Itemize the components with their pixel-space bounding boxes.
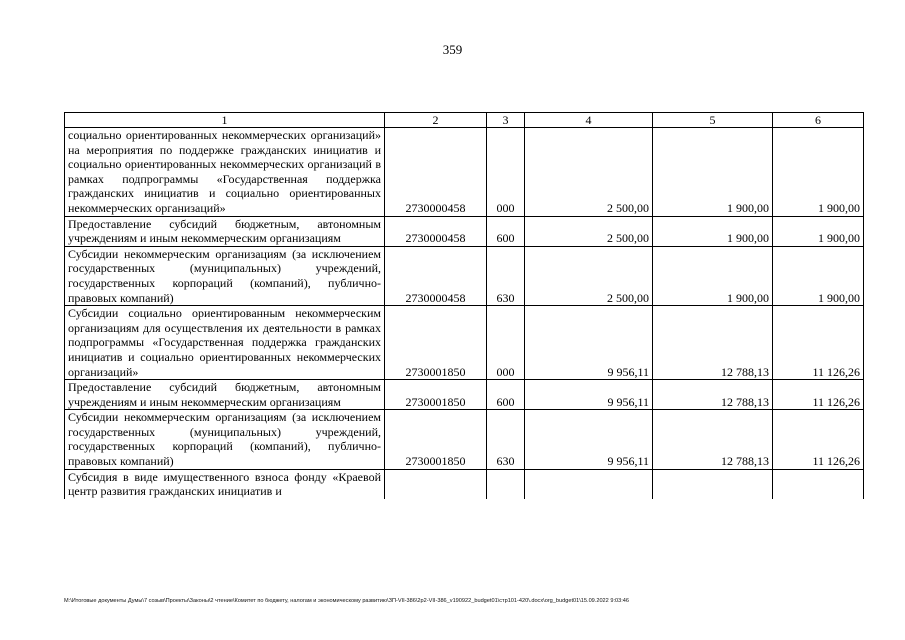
row-code: 2730001850 xyxy=(385,306,487,380)
row-value-6: 11 126,26 xyxy=(773,410,864,469)
row-type xyxy=(487,469,525,499)
row-value-5: 1 900,00 xyxy=(653,128,773,217)
row-value-4: 9 956,11 xyxy=(525,410,653,469)
table-header-row xyxy=(65,113,864,128)
row-code xyxy=(385,469,487,499)
page-number: 359 xyxy=(442,42,463,57)
row-code: 2730001850 xyxy=(385,410,487,469)
row-name: Субсидия в виде имущественного взноса фонду «Краевой центр развития гражданских инициатив и xyxy=(65,469,385,499)
row-value-4: 9 956,11 xyxy=(525,306,653,380)
budget-table xyxy=(64,112,864,499)
row-value-4: 2 500,00 xyxy=(525,216,653,246)
column-header-4: 4 xyxy=(525,113,653,128)
row-name: Предоставление субсидий бюджетным, автономным учреждениям и иным некоммерческим организациям xyxy=(65,216,385,246)
column-header-5: 5 xyxy=(653,113,773,128)
row-code: 2730000458 xyxy=(385,246,487,305)
column-header-3: 3 xyxy=(487,113,525,128)
row-value-5: 12 788,13 xyxy=(653,380,773,410)
column-header-2: 2 xyxy=(385,113,487,128)
row-value-6: 1 900,00 xyxy=(773,246,864,305)
row-name: Предоставление субсидий бюджетным, автономным учреждениям и иным некоммерческим организациям xyxy=(65,380,385,410)
table-row xyxy=(65,246,864,305)
row-type: 600 xyxy=(487,216,525,246)
row-code: 2730000458 xyxy=(385,216,487,246)
row-type: 000 xyxy=(487,306,525,380)
row-value-6: 11 126,26 xyxy=(773,306,864,380)
row-value-4: 2 500,00 xyxy=(525,128,653,217)
row-code: 2730000458 xyxy=(385,128,487,217)
row-code: 2730001850 xyxy=(385,380,487,410)
row-value-5: 12 788,13 xyxy=(653,410,773,469)
row-value-4 xyxy=(525,469,653,499)
table-row xyxy=(65,128,864,217)
row-name: социально ориентированных некоммерческих организаций» на мероприятия по поддержке гражданских инициатив и социально ориентированных некоммерческих организаций в рамках подпрограммы «Государственная поддержка гражданских инициатив и социально ориентированных некоммерческих организаций» xyxy=(65,128,385,217)
row-name: Субсидии некоммерческим организациям (за исключением государственных (муниципальных) учреждений, государственных корпораций (компаний), публично-правовых компаний) xyxy=(65,246,385,305)
row-value-6: 1 900,00 xyxy=(773,216,864,246)
table-row xyxy=(65,469,864,499)
row-type: 600 xyxy=(487,380,525,410)
row-value-4: 2 500,00 xyxy=(525,246,653,305)
row-type: 630 xyxy=(487,246,525,305)
column-header-6: 6 xyxy=(773,113,864,128)
row-name: Субсидии социально ориентированным некоммерческим организациям для осуществления их деятельности в рамках подпрограммы «Государственная поддержка гражданских инициатив и социально ориентированных некоммерческих организаций» xyxy=(65,306,385,380)
table-row xyxy=(65,410,864,469)
row-type: 630 xyxy=(487,410,525,469)
row-value-5 xyxy=(653,469,773,499)
column-header-1: 1 xyxy=(65,113,385,128)
row-value-5: 12 788,13 xyxy=(653,306,773,380)
table-row xyxy=(65,216,864,246)
table-row xyxy=(65,380,864,410)
row-value-5: 1 900,00 xyxy=(653,246,773,305)
row-value-6: 1 900,00 xyxy=(773,128,864,217)
row-type: 000 xyxy=(487,128,525,217)
row-value-4: 9 956,11 xyxy=(525,380,653,410)
row-value-5: 1 900,00 xyxy=(653,216,773,246)
row-value-6 xyxy=(773,469,864,499)
row-name: Субсидии некоммерческим организациям (за исключением государственных (муниципальных) учреждений, государственных корпораций (компаний), публично-правовых компаний) xyxy=(65,410,385,469)
row-value-6: 11 126,26 xyxy=(773,380,864,410)
document-footer-path: M:\Итоговые документы Думы\7 созыв\Проекты\Законы\2 чтение\Комитет по бюджету, налогам и экономическому развитию\ЗП-VII-386\2р2-VII-386_v190922_budget01\стр101-420\.docx\org_budget01\15.09.2022 9:03:46 xyxy=(64,598,630,604)
table-row xyxy=(65,306,864,380)
